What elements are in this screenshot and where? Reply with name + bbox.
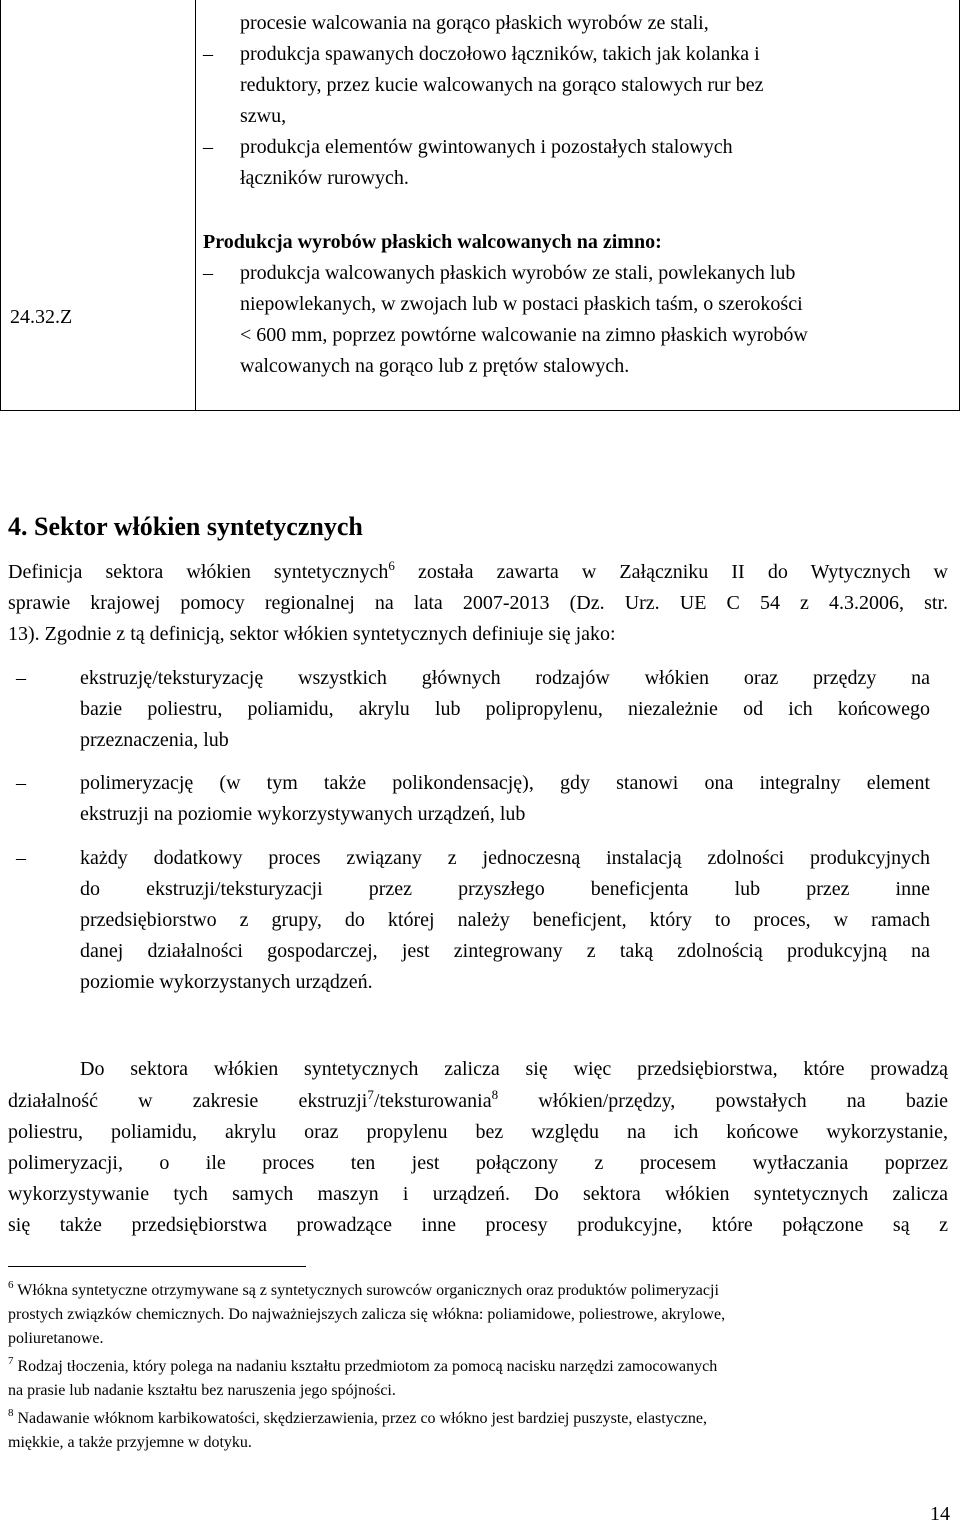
table-line	[203, 258, 951, 289]
table-row-heading: Produkcja wyrobów płaskich walcowanych na zimno:	[203, 231, 662, 253]
footnote-7	[8, 1357, 717, 1377]
bullet-line: polimeryzację (w tym także polikondensację), gdy stanowi ona integralny element	[80, 772, 930, 794]
bullet-line: ekstruzji na poziomie wykorzystywanych urządzeń, lub	[80, 803, 526, 825]
dash-bullet: –	[203, 43, 213, 65]
paragraph-line: wykorzystywanie tych samych maszyn i urządzeń. Do sektora włókien syntetycznych zalicza	[8, 1183, 948, 1205]
dash-bullet: –	[16, 667, 26, 689]
table-line-text: produkcja elementów gwintowanych i pozostałych stalowych	[240, 136, 733, 158]
table-line	[203, 39, 951, 70]
paragraph-text: działalność w zakresie ekstruzji	[8, 1090, 368, 1112]
footnote-ref-6[interactable]: 6	[388, 558, 395, 573]
table-line-text: produkcja spawanych doczołowo łączników, takich jak kolanka i	[240, 43, 760, 65]
footnote-ref-8[interactable]: 8	[491, 1087, 499, 1102]
paragraph-text: włókien/przędzy, powstałych na bazie	[498, 1090, 949, 1112]
table-line	[203, 163, 951, 194]
paragraph-line: Do sektora włókien syntetycznych zalicza się więc przedsiębiorstwa, które prowadzą	[80, 1058, 948, 1080]
footnote-text: Nadawanie włóknom karbikowatości, skędzierzawienia, przez co włókno jest bardziej puszyste, elastyczne,	[13, 1410, 708, 1427]
table-line-text: < 600 mm, poprzez powtórne walcowanie na zimno płaskich wyrobów	[240, 324, 808, 346]
footnote-line: miękkie, a także przyjemne w dotyku.	[8, 1434, 252, 1451]
footnote-line: na prasie lub nadanie kształtu bez naruszenia jego spójności.	[8, 1382, 396, 1399]
intro-line: 13). Zgodnie z tą definicją, sektor włókien syntetycznych definiuje się jako:	[8, 623, 616, 645]
dash-bullet: –	[203, 136, 213, 158]
footnote-line: poliuretanowe.	[8, 1330, 104, 1347]
table-row-code: 24.32.Z	[10, 306, 73, 328]
table-line-text: niepowlekanych, w zwojach lub w postaci płaskich taśm, o szerokości	[240, 293, 803, 315]
footnote-number: 8	[8, 1407, 14, 1419]
bullet-line: ekstruzję/teksturyzację wszystkich głównych rodzajów włókien oraz przędzy na	[80, 667, 930, 689]
paragraph-line: się także przedsiębiorstwa prowadzące inne procesy produkcyjne, które połączone są z	[8, 1214, 948, 1236]
intro-line: sprawie krajowej pomocy regionalnej na lata 2007-2013 (Dz. Urz. UE C 54 z 4.3.2006, str.	[8, 592, 948, 614]
footnote-separator	[8, 1266, 306, 1267]
bullet-line: przeznaczenia, lub	[80, 729, 229, 751]
section-heading: 4. Sektor włókien syntetycznych	[8, 512, 363, 541]
footnote-number: 6	[8, 1279, 14, 1291]
table-line	[203, 351, 951, 382]
bullet-line: bazie poliestru, poliamidu, akrylu lub polipropylenu, niezależnie od ich końcowego	[80, 698, 930, 720]
footnote-text: Rodzaj tłoczenia, który polega na nadaniu kształtu przedmiotom za pomocą nacisku narzędzi zamocowanych	[13, 1358, 718, 1375]
dash-bullet: –	[16, 847, 26, 869]
table-row-description-bottom	[203, 227, 951, 382]
table-line-text: walcowanych na gorąco lub z prętów stalowych.	[240, 355, 630, 377]
table-line-text: produkcja walcowanych płaskich wyrobów ze stali, powlekanych lub	[240, 262, 796, 284]
table-column-divider	[195, 0, 196, 410]
footnote-number: 7	[8, 1355, 14, 1367]
paragraph-line	[8, 1089, 948, 1113]
page-number: 14	[930, 1503, 950, 1525]
table-line-text: szwu,	[240, 105, 287, 127]
bullet-line: do ekstruzji/teksturyzacji przez przyszłego beneficjenta lub przez inne	[80, 878, 930, 900]
table-line-text: procesie walcowania na gorąco płaskich wyrobów ze stali,	[240, 12, 709, 34]
bullet-line: danej działalności gospodarczej, jest zintegrowany z taką zdolnością produkcyjną na	[80, 940, 930, 962]
footnote-text: Włókna syntetyczne otrzymywane są z syntetycznych surowców organicznych oraz produktów polimeryzacji	[13, 1282, 719, 1299]
table-row-description-top	[203, 8, 951, 194]
table-line	[203, 320, 951, 351]
table-line	[203, 8, 951, 39]
table-line	[203, 70, 951, 101]
footnote-ref-7[interactable]: 7	[367, 1087, 374, 1102]
footnote-line: prostych związków chemicznych. Do najważniejszych zalicza się włókna: poliamidowe, poliestrowe, akrylowe,	[8, 1306, 726, 1323]
classification-table	[0, 0, 960, 411]
table-line	[203, 289, 951, 320]
paragraph-line: polimeryzacji, o ile proces ten jest połączony z procesem wytłaczania poprzez	[8, 1152, 948, 1174]
paragraph-text: /teksturowania	[373, 1090, 492, 1112]
bullet-line: każdy dodatkowy proces związany z jednoczesną instalacją zdolności produkcyjnych	[80, 847, 930, 869]
dash-bullet: –	[16, 772, 26, 794]
table-line-text: łączników rurowych.	[240, 167, 409, 189]
table-line-text: reduktory, przez kucie walcowanych na gorąco stalowych rur bez	[240, 74, 764, 96]
footnote-6	[8, 1281, 719, 1301]
intro-line	[8, 560, 948, 584]
table-line	[203, 132, 951, 163]
footnote-8	[8, 1409, 707, 1429]
dash-bullet: –	[203, 262, 213, 284]
table-line	[203, 101, 951, 132]
intro-text: Definicja sektora włókien syntetycznych	[8, 561, 389, 583]
bullet-line: przedsiębiorstwo z grupy, do której należy beneficjent, który to proces, w ramach	[80, 909, 930, 931]
intro-text: została zawarta w Załączniku II do Wytycznych w	[394, 561, 948, 583]
paragraph-line: poliestru, poliamidu, akrylu oraz propylenu bez względu na ich końcowe wykorzystanie,	[8, 1121, 948, 1143]
bullet-line: poziomie wykorzystanych urządzeń.	[80, 971, 373, 993]
